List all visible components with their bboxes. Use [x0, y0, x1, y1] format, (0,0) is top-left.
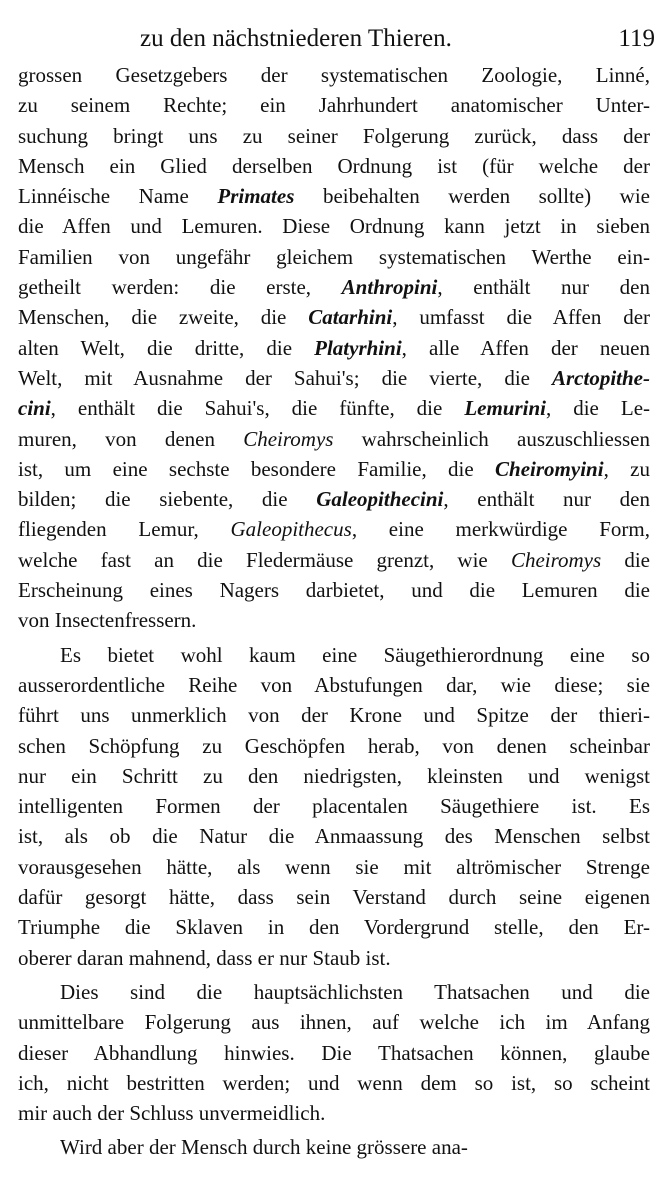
- text-line: [18, 731, 650, 761]
- text-line: [18, 272, 650, 302]
- taxon-name: Lemurini: [464, 396, 546, 421]
- taxon-name: Catarhini: [308, 305, 393, 330]
- text-run: Es bietet wohl kaum eine Säugethierordnung eine so: [60, 642, 650, 667]
- text-line: [18, 1038, 650, 1068]
- text-line: [18, 1007, 650, 1037]
- text-line: [18, 605, 650, 635]
- text-run: die Affen und Lemuren. Diese Ordnung kann jetzt in sieben: [18, 214, 650, 239]
- text-line: [18, 151, 650, 181]
- text-line: [18, 90, 650, 120]
- text-run: intelligenten Formen der placentalen Säugethiere ist. Es: [18, 794, 650, 819]
- text-line: [18, 60, 650, 90]
- text-line: [18, 454, 650, 484]
- text-run: vorausgesehen hätte, als wenn sie mit altrömischer Strenge: [18, 854, 650, 879]
- text-run: mir auch der Schluss unvermeidlich.: [18, 1101, 326, 1126]
- text-run: Linnéische Name: [18, 184, 218, 209]
- genus-name: Cheiromys: [243, 426, 334, 451]
- text-run: , zu: [603, 456, 650, 481]
- genus-name: Cheiromys: [510, 547, 602, 572]
- text-line: [18, 882, 650, 912]
- text-run: welche fast an die Fledermäuse grenzt, wie: [18, 547, 511, 572]
- text-run: , enthält nur den: [437, 275, 650, 300]
- text-line: [18, 1132, 650, 1162]
- text-run: , die Le-: [546, 396, 650, 421]
- page-number: 119: [618, 25, 655, 52]
- text-line: [18, 1098, 650, 1128]
- text-line: [18, 1068, 650, 1098]
- text-run: fliegenden Lemur,: [18, 517, 231, 542]
- text-line: [18, 181, 650, 211]
- text-line: [18, 393, 650, 423]
- text-run: oberer daran mahnend, dass er nur Staub ist.: [18, 945, 391, 970]
- text-run: unmittelbare Folgerung aus ihnen, auf welche ich im Anfang: [18, 1010, 650, 1035]
- text-run: dafür gesorgt hätte, dass sein Verstand durch seine eigenen: [18, 885, 650, 910]
- text-line: [18, 852, 650, 882]
- text-run: grossen Gesetzgebers der systematischen Zoologie, Linné,: [18, 63, 650, 87]
- text-line: [18, 791, 650, 821]
- text-run: muren, von denen: [18, 426, 244, 451]
- text-line: [18, 700, 650, 730]
- text-line: [18, 821, 650, 851]
- page-header: [0, 22, 667, 56]
- taxon-name: Galeopithecini: [316, 487, 444, 512]
- text-line: [18, 484, 650, 514]
- text-run: dieser Abhandlung hinwies. Die Thatsachen können, glaube: [18, 1040, 650, 1065]
- taxon-name: cini: [18, 396, 51, 421]
- text-line: [18, 761, 650, 791]
- text-run: , eine merkwürdige Form,: [351, 517, 650, 542]
- text-run: ich, nicht bestritten werden; und wenn dem so ist, so scheint: [18, 1070, 650, 1095]
- text-run: die: [601, 547, 650, 572]
- text-line: [18, 333, 650, 363]
- text-line: [18, 670, 650, 700]
- text-line: [18, 211, 650, 241]
- taxon-name: Cheiromyini: [495, 456, 604, 481]
- text-run: getheilt werden: die erste,: [18, 275, 342, 300]
- text-run: ist, um eine sechste besondere Familie, die: [18, 456, 496, 481]
- running-title: zu den nächstniederen Thieren.: [140, 25, 452, 52]
- text-run: beibehalten werden sollte) wie: [294, 184, 650, 209]
- text-run: wahrscheinlich auszuschliessen: [333, 426, 650, 451]
- text-run: Mensch ein Glied derselben Ordnung ist (für welche der: [18, 153, 650, 178]
- text-run: alten Welt, die dritte, die: [18, 335, 315, 360]
- text-run: , enthält nur den: [443, 487, 650, 512]
- text-run: suchung bringt uns zu seiner Folgerung zurück, dass der: [18, 123, 650, 148]
- text-run: nur ein Schritt zu den niedrigsten, kleinsten und wenigst: [18, 763, 650, 788]
- text-run: ausserordentliche Reihe von Abstufungen dar, wie diese; sie: [18, 672, 650, 697]
- text-line: [18, 943, 650, 973]
- text-run: Dies sind die hauptsächlichsten Thatsachen und die: [60, 979, 650, 1004]
- taxon-name: Primates: [217, 184, 295, 209]
- text-run: Triumphe die Sklaven in den Vordergrund stelle, den Er-: [18, 915, 650, 940]
- taxon-name: Anthropini: [341, 275, 438, 300]
- text-run: Welt, mit Ausnahme der Sahui's; die vierte, die: [18, 365, 552, 390]
- text-line: [18, 912, 650, 942]
- text-run: schen Schöpfung zu Geschöpfen herab, von denen scheinbar: [18, 733, 650, 758]
- text-run: Menschen, die zweite, die: [18, 305, 309, 330]
- text-line: [18, 640, 650, 670]
- text-run: Wird aber der Mensch durch keine grössere ana-: [60, 1135, 468, 1160]
- text-line: [18, 121, 650, 151]
- text-run: führt uns unmerklich von der Krone und Spitze der thieri-: [18, 703, 650, 728]
- text-run: von Insectenfressern.: [18, 608, 197, 633]
- text-line: [18, 545, 650, 575]
- text-line: [18, 363, 650, 393]
- body-text: [18, 60, 650, 1163]
- text-line: [18, 575, 650, 605]
- text-run: Familien von ungefähr gleichem systematischen Werthe ein-: [18, 244, 650, 269]
- text-line: [18, 424, 650, 454]
- text-run: , enthält die Sahui's, die fünfte, die: [50, 396, 465, 421]
- text-line: [18, 302, 650, 332]
- text-line: [18, 514, 650, 544]
- genus-name: Galeopithecus: [230, 517, 352, 542]
- text-line: [18, 242, 650, 272]
- text-run: zu seinem Rechte; ein Jahrhundert anatomischer Unter-: [18, 93, 650, 118]
- text-run: , alle Affen der neuen: [401, 335, 650, 360]
- taxon-name: Arctopithe-: [552, 365, 650, 390]
- text-run: , umfasst die Affen der: [392, 305, 650, 330]
- text-run: Erscheinung eines Nagers darbietet, und die Lemuren die: [18, 578, 650, 603]
- text-line: [18, 977, 650, 1007]
- taxon-name: Platyrhini: [314, 335, 402, 360]
- text-run: ist, als ob die Natur die Anmaassung des Menschen selbst: [18, 824, 650, 849]
- text-run: bilden; die siebente, die: [18, 487, 317, 512]
